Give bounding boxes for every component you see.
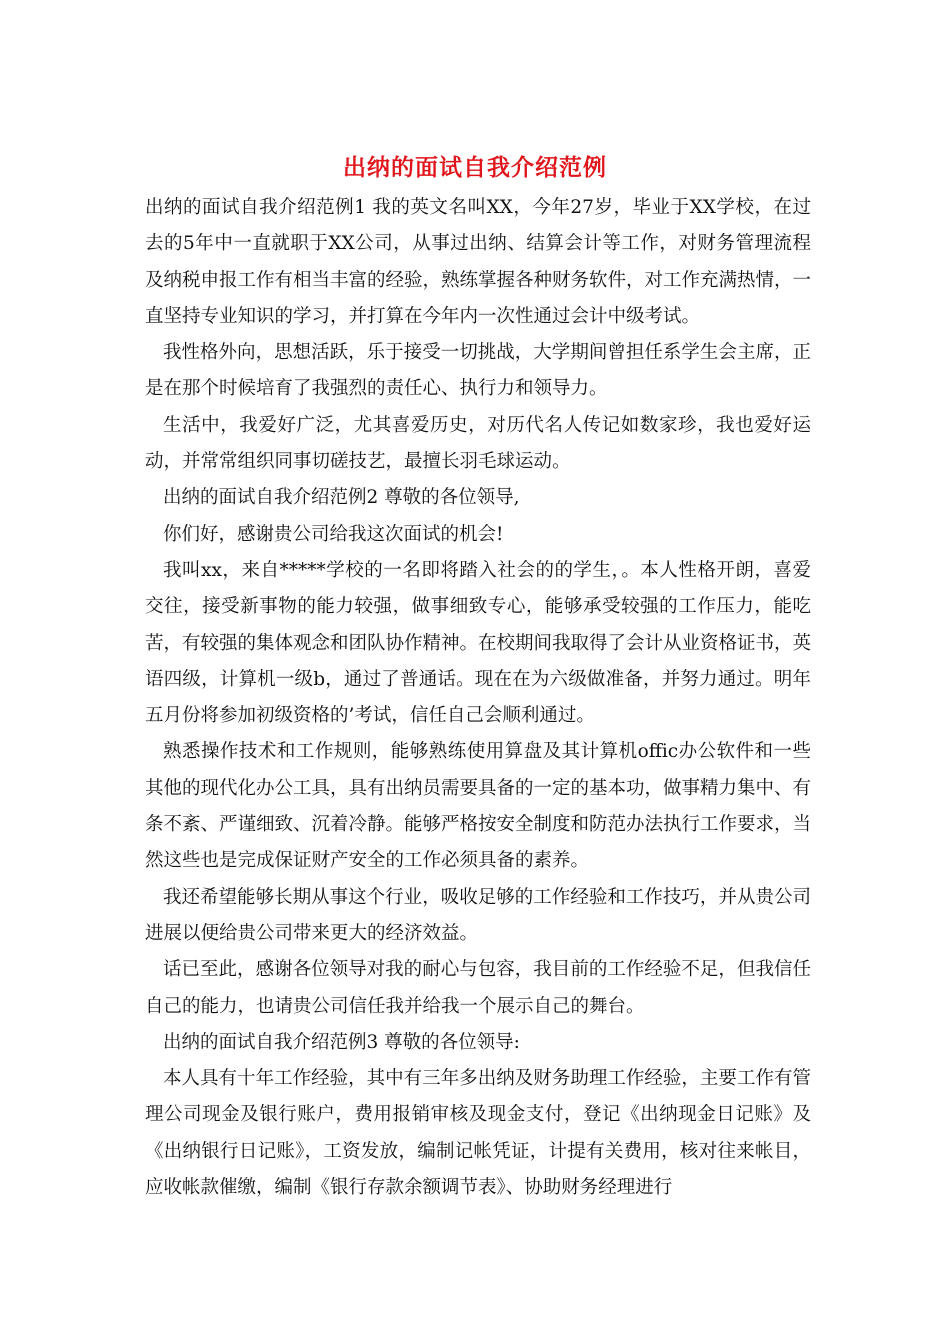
paragraph-example-1: 出纳的面试自我介绍范例1 我的英文名叫XX，今年27岁，毕业于XX学校，在过去的5年中一直就职于XX公司，从事过出纳、结算会计等工作，对财务管理流程及纳税申报工作有相当丰富的经验，熟练掌握各种财务软件，对工作充满热情，一直坚持专业知识的学习，并打算在今年内一次性通过会计中级考试。: [145, 197, 812, 327]
paragraph-personality: 我性格外向，思想活跃，乐于接受一切挑战，大学期间曾担任系学生会主席，正是在那个时候培育了我强烈的责任心、执行力和领导力。: [145, 342, 811, 400]
document-body: [145, 190, 811, 1206]
paragraph-skills: 熟悉操作技术和工作规则，能够熟练使用算盘及其计算机offic办公软件和一些其他的现代化办公工具，具有出纳员需要具备的一定的基本功，做事精力集中、有条不紊、严谨细致、沉着冷静。能够严格按安全制度和防范办法执行工作要求，当然这些也是完成保证财产安全的工作必须具备的素养。: [145, 741, 812, 872]
paragraph-example-3-heading: 出纳的面试自我介绍范例3 尊敬的各位领导:: [163, 1031, 520, 1053]
paragraph-introduction: 我叫xx，来自*****学校的一名即将踏入社会的的学生，。本人性格开朗，喜爱交往，接受新事物的能力较强，做事细致专心，能够承受较强的工作压力，能吃苦，有较强的集体观念和团队协作精神。在校期间我取得了会计从业资格证书，英语四级，计算机一级b，通过了普通话。现在在为六级做准备，并努力通过。明年五月份将参加初级资格的’考试，信任自己会顺利通过。: [145, 559, 812, 727]
paragraph-aspiration: 我还希望能够长期从事这个行业，吸收足够的工作经验和工作技巧，并从贵公司进展以便给贵公司带来更大的经济效益。: [145, 886, 811, 944]
paragraph-closing: 话已至此，感谢各位领导对我的耐心与包容，我目前的工作经验不足，但我信任自己的能力，也请贵公司信任我并给我一个展示自己的舞台。: [145, 959, 811, 1017]
paragraph-hobbies: 生活中，我爱好广泛，尤其喜爱历史，对历代名人传记如数家珍，我也爱好运动，并常常组织同事切磋技艺，最擅长羽毛球运动。: [145, 414, 811, 473]
paragraph-experience: 本人具有十年工作经验，其中有三年多出纳及财务助理工作经验，主要工作有管理公司现金及银行账户，费用报销审核及现金支付，登记《出纳现金日记账》及《出纳银行日记账》，工资发放，编制记帐凭证，计提有关费用，核对往来帐目，应收帐款催缴，编制《银行存款余额调节表》、协助财务经理进行: [145, 1068, 811, 1199]
document-title: 出纳的面试自我介绍范例: [343, 154, 607, 181]
paragraph-greeting: 你们好，感谢贵公司给我这次面试的机会!: [163, 523, 504, 545]
paragraph-example-2-heading: 出纳的面试自我介绍范例2 尊敬的各位领导,: [163, 487, 520, 509]
